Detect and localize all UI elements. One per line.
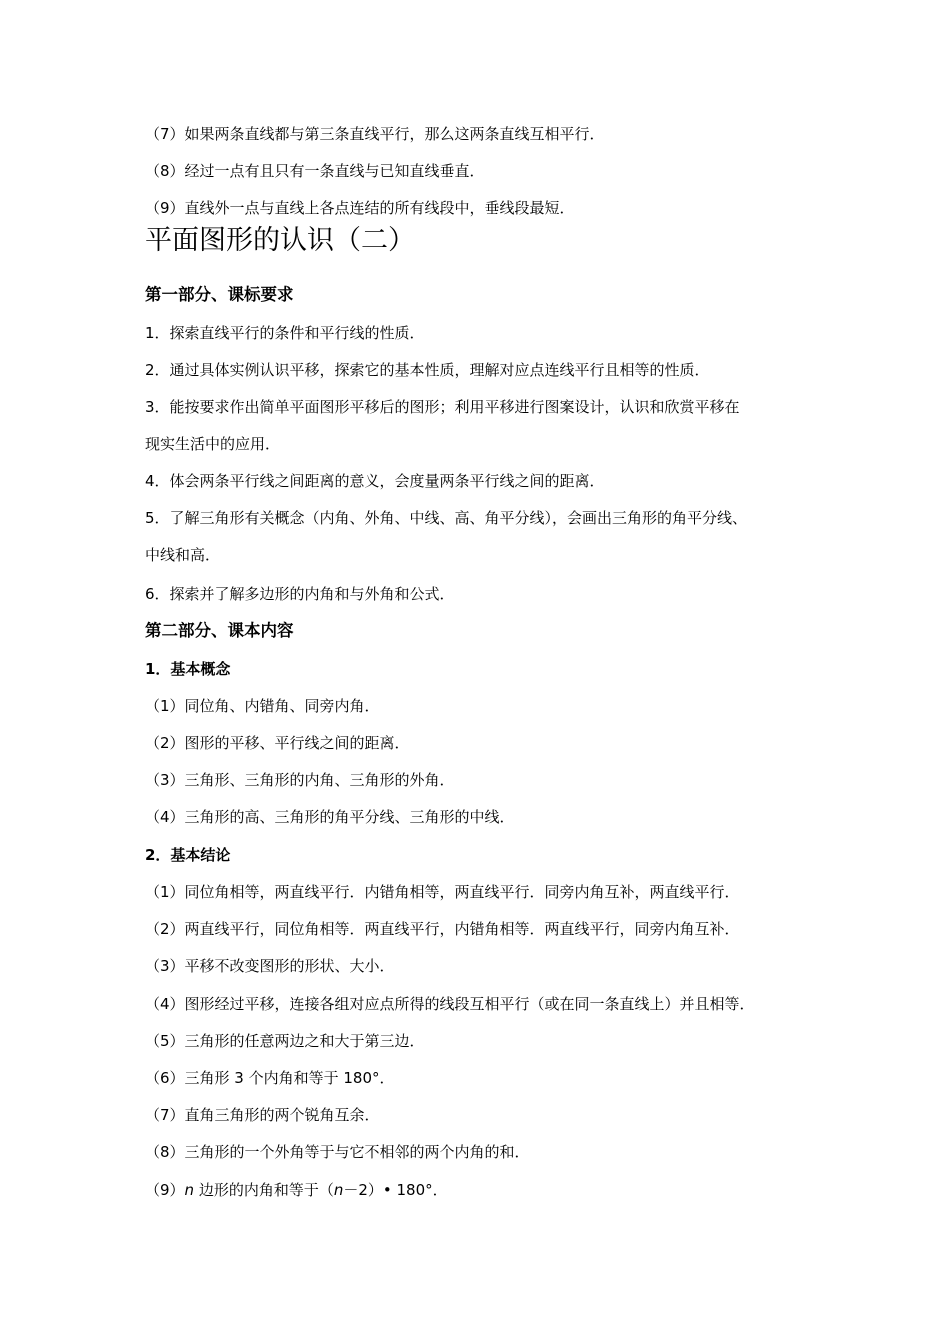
list-item: 5．了解三角形有关概念（内角、外角、中线、高、角平分线），会画出三角形的角平分线、 — [145, 509, 748, 527]
list-item: （8）三角形的一个外角等于与它不相邻的两个内角的和． — [145, 1143, 530, 1161]
list-item: （7）直角三角形的两个锐角互余． — [145, 1106, 380, 1124]
item-prefix: （9） — [145, 1181, 185, 1199]
variable-n: n — [333, 1181, 344, 1199]
list-item: （9）直线外一点与直线上各点连结的所有线段中，垂线段最短． — [145, 199, 575, 217]
list-item: （8）经过一点有且只有一条直线与已知直线垂直． — [145, 162, 485, 180]
variable-n: n — [184, 1181, 195, 1199]
list-item: （4）图形经过平移，连接各组对应点所得的线段互相平行（或在同一条直线上）并且相等． — [145, 995, 755, 1013]
page-title: 平面图形的认识（二） — [145, 225, 415, 256]
list-item: （3）三角形、三角形的内角、三角形的外角． — [145, 771, 455, 789]
subsection-heading-concepts: 1．基本概念 — [145, 660, 231, 678]
section-heading-content: 第二部分、课本内容 — [145, 621, 294, 640]
list-item: （4）三角形的高、三角形的角平分线、三角形的中线． — [145, 808, 515, 826]
list-item: 2．通过具体实例认识平移，探索它的基本性质，理解对应点连线平行且相等的性质． — [145, 361, 710, 379]
list-item: 1．探索直线平行的条件和平行线的性质． — [145, 324, 425, 342]
list-item: （1）同位角、内错角、同旁内角． — [145, 697, 380, 715]
list-item: 6．探索并了解多边形的内角和与外角和公式． — [145, 585, 455, 603]
list-item-continuation: 中线和高． — [145, 546, 221, 564]
list-item: （7）如果两条直线都与第三条直线平行，那么这两条直线互相平行． — [145, 125, 605, 143]
list-item: （2）两直线平行，同位角相等．两直线平行，内错角相等．两直线平行，同旁内角互补． — [145, 920, 740, 938]
list-item: （3）平移不改变图形的形状、大小． — [145, 957, 395, 975]
section-heading-standards: 第一部分、课标要求 — [145, 285, 294, 304]
list-item: （6）三角形 3 个内角和等于 180°． — [145, 1069, 395, 1087]
list-item: （1）同位角相等，两直线平行．内错角相等，两直线平行．同旁内角互补，两直线平行． — [145, 883, 740, 901]
subsection-heading-conclusions: 2．基本结论 — [145, 846, 231, 864]
list-item: （2）图形的平移、平行线之间的距离． — [145, 734, 410, 752]
list-item-continuation: 现实生活中的应用． — [145, 435, 281, 453]
item-text: 边形的内角和等于（ — [194, 1181, 334, 1199]
list-item: 3．能按要求作出简单平面图形平移后的图形；利用平移进行图案设计，认识和欣赏平移在 — [145, 398, 740, 416]
item-text: －2）• 180°． — [343, 1181, 448, 1199]
list-item-polygon-angle-sum — [145, 1180, 825, 1200]
list-item: （5）三角形的任意两边之和大于第三边． — [145, 1032, 425, 1050]
list-item: 4．体会两条平行线之间距离的意义，会度量两条平行线之间的距离． — [145, 472, 605, 490]
